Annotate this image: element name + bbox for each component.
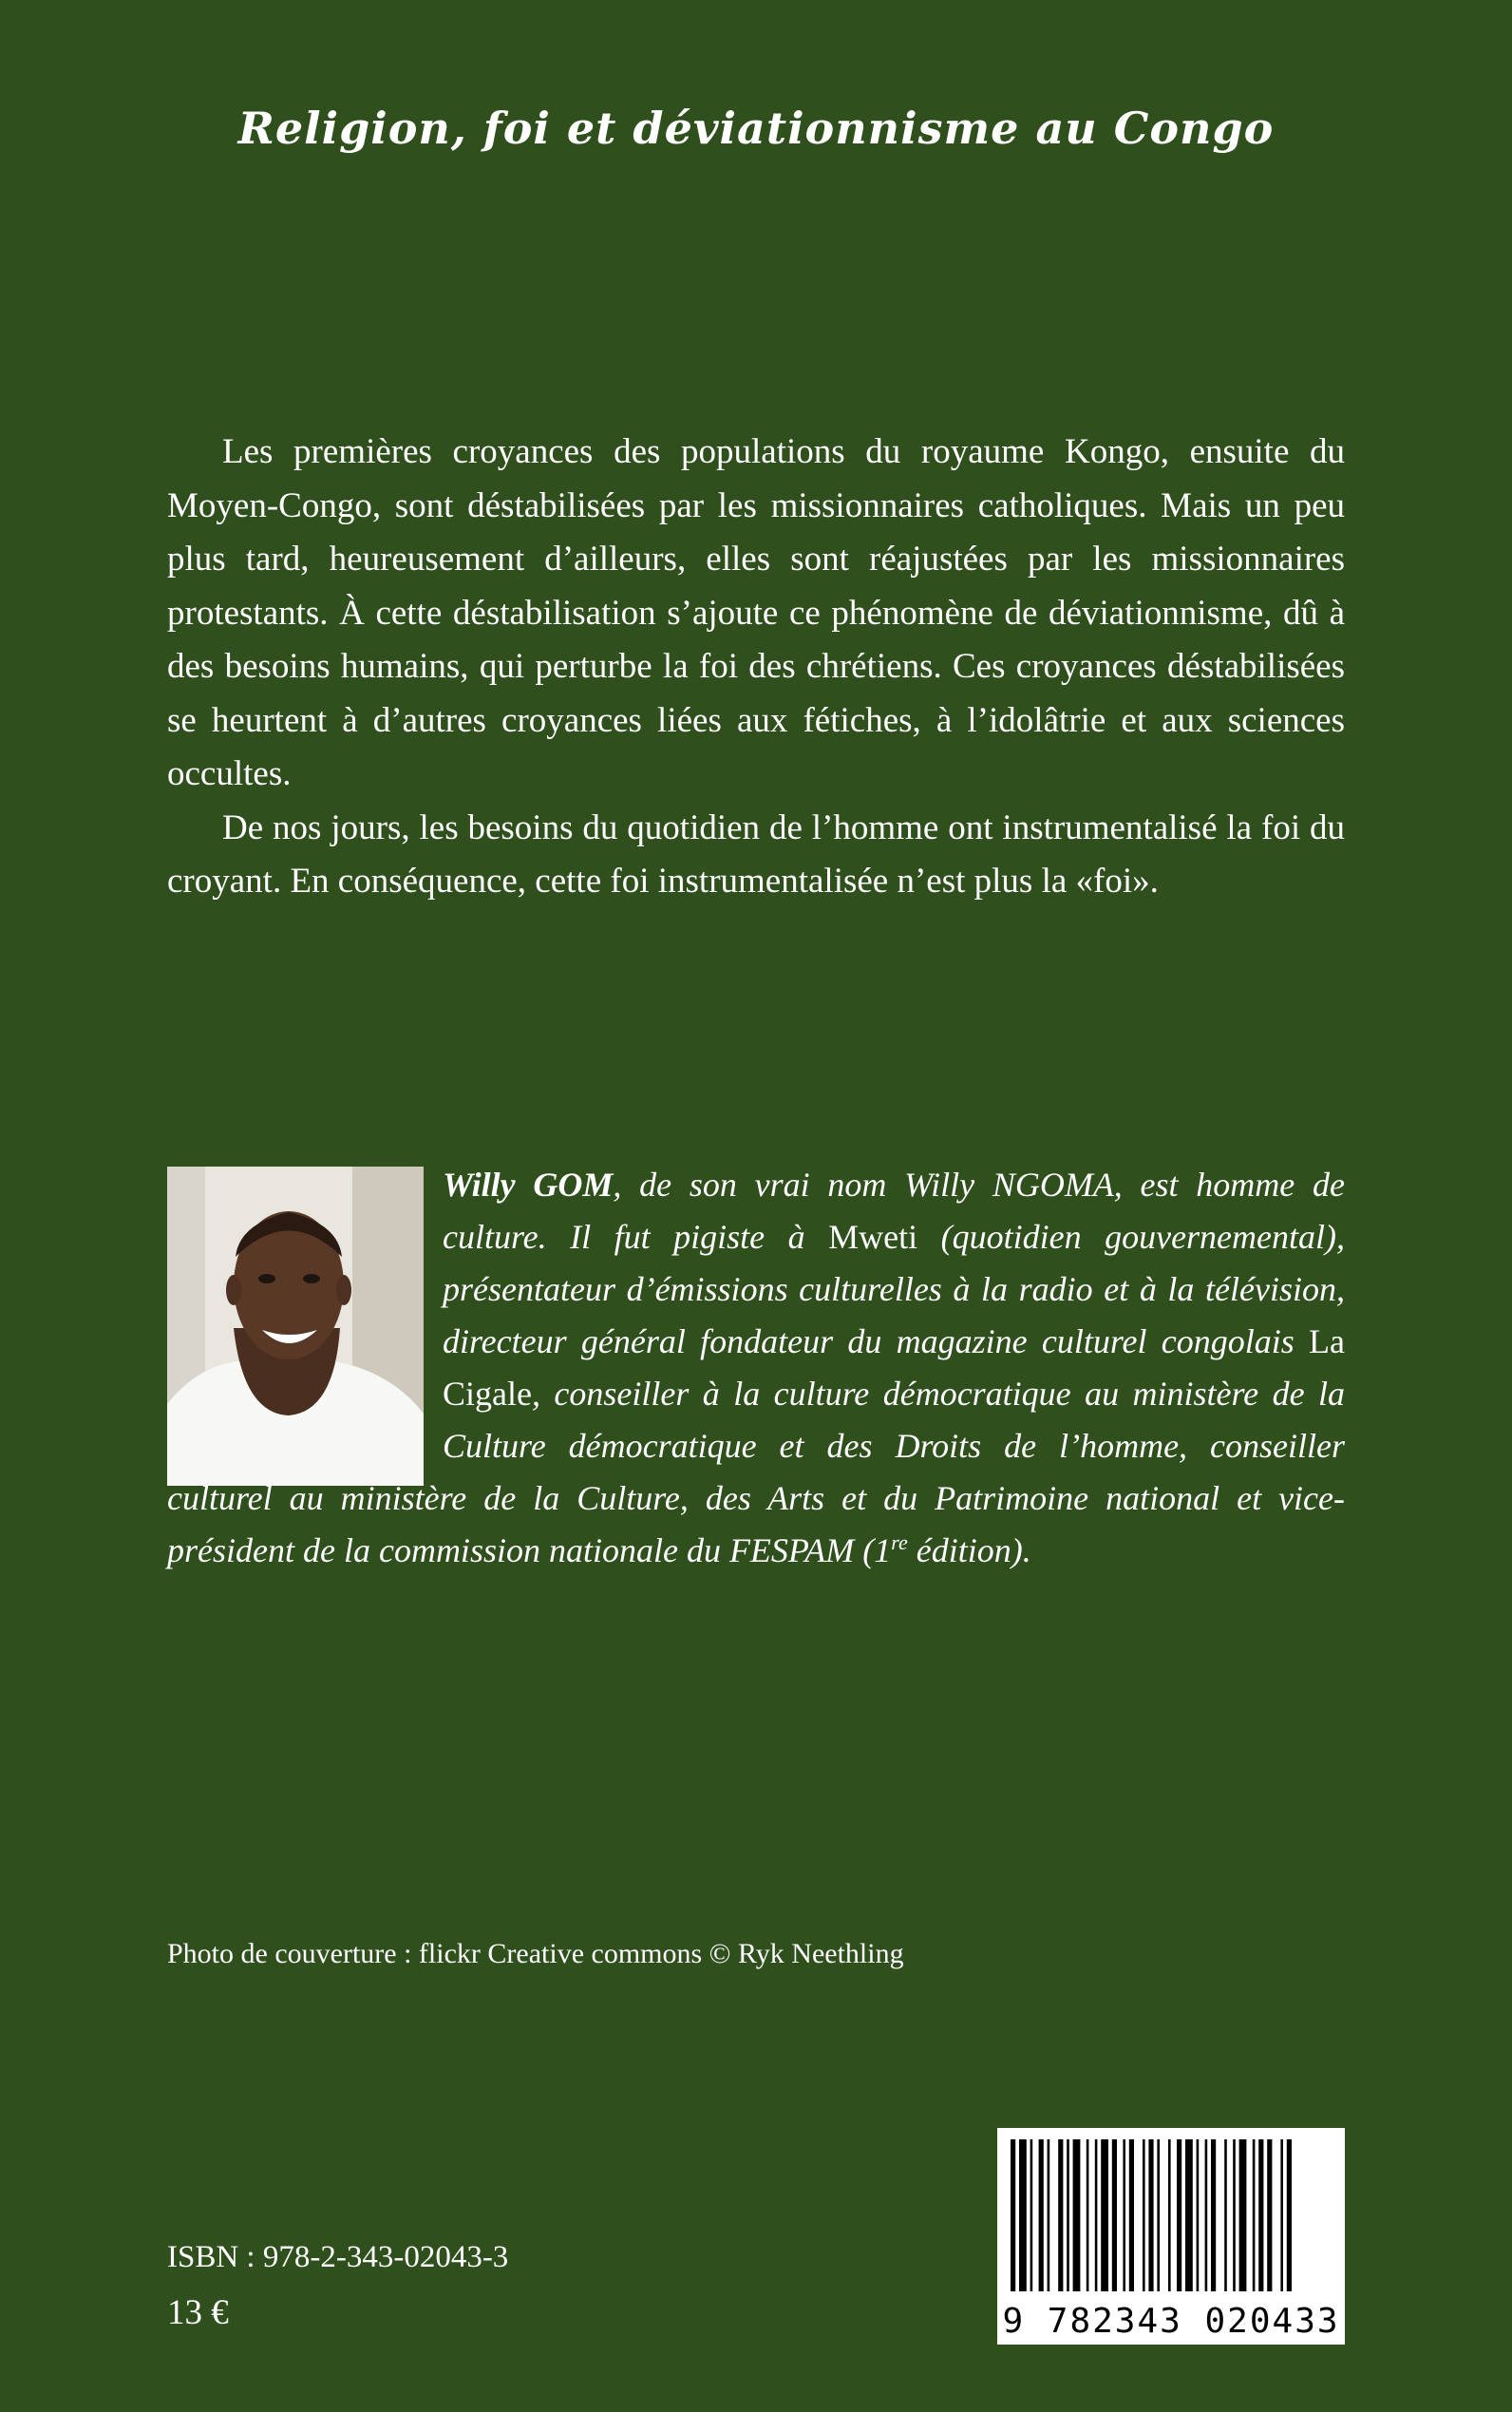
barcode-bar bbox=[1168, 2139, 1171, 2291]
barcode-bar bbox=[1258, 2139, 1263, 2291]
photo-credit: Photo de couverture : flickr Creative commons © Ryk Neethling bbox=[167, 1938, 904, 1969]
barcode-bar bbox=[1129, 2139, 1134, 2291]
summary-paragraph-2: De nos jours, les besoins du quotidien de l’homme ont instrumentalisé la foi du croyant. En conséquence, cette foi instrumentalisée n’est plus la «foi». bbox=[167, 807, 1345, 901]
author-bio-text: édition). bbox=[907, 1531, 1031, 1569]
barcode-bar bbox=[1157, 2139, 1160, 2291]
barcode-bar bbox=[1048, 2139, 1050, 2291]
barcode-bar bbox=[1011, 2139, 1015, 2291]
barcode-bar bbox=[1112, 2139, 1117, 2291]
barcode-bar bbox=[1058, 2139, 1063, 2291]
barcode-bar bbox=[1123, 2139, 1125, 2291]
barcode-bar bbox=[1030, 2139, 1033, 2291]
magazine-name: La Cigale bbox=[443, 1322, 1345, 1413]
price: 13 € bbox=[167, 2293, 229, 2332]
author-bio-text: , de son vrai nom Willy NGOMA, est homme de culture. Il fut pigiste à bbox=[443, 1166, 1345, 1256]
barcode-bar bbox=[1087, 2139, 1089, 2291]
barcode-bar bbox=[1177, 2139, 1181, 2291]
barcode-bar bbox=[1197, 2139, 1200, 2291]
barcode-bar bbox=[1073, 2139, 1081, 2291]
newspaper-name: Mweti bbox=[828, 1218, 918, 1256]
barcode-bar bbox=[1095, 2139, 1098, 2291]
author-bio-text: (quotidien gouvernemental), présentateur d’émissions culturelles à la radio et à la télévision, directeur général fondateur du magazine culturel congolais bbox=[443, 1218, 1346, 1360]
barcode-bar bbox=[1287, 2139, 1292, 2291]
barcode-bar bbox=[1267, 2139, 1272, 2291]
isbn: ISBN : 978-2-343-02043-3 bbox=[167, 2240, 509, 2274]
isbn-barcode bbox=[997, 2128, 1345, 2345]
barcode-bar bbox=[1224, 2139, 1227, 2291]
barcode-bar bbox=[1253, 2139, 1256, 2291]
summary-paragraph-1: Les premières croyances des populations du royaume Kongo, ensuite du Moyen-Congo, sont déstabilisées par les missionnaires catholiques. Mais un peu plus tard, heureusement d’ailleurs, elles sont réajustées par les missionnaires protestants. À cette déstabilisation s’ajoute ce phénomène de déviationnisme, dû à des besoins humains, qui perturbe la foi des chrétiens. Ces croyances déstabilisées se heurtent à d’autres croyances liées aux fétiches, à l’idolâtrie et aux sciences occultes. bbox=[167, 432, 1345, 793]
author-bio-text: , conseiller à la culture démocratique au ministère de la Culture démocratique et des Droits de l’homme, conseiller culturel au ministère de la Culture, des Arts et du Patrimoine national et vice-président de la commission nationale du FESPAM (1 bbox=[167, 1375, 1345, 1569]
barcode-bar bbox=[1143, 2139, 1145, 2291]
barcode-bar bbox=[1067, 2139, 1069, 2291]
barcode-bar bbox=[1205, 2139, 1208, 2291]
barcode-bar bbox=[1101, 2139, 1108, 2291]
back-cover-summary bbox=[167, 426, 1345, 909]
barcode-bar bbox=[1148, 2139, 1153, 2291]
barcode-bar bbox=[1039, 2139, 1044, 2291]
barcode-bars bbox=[1007, 2139, 1335, 2291]
barcode-bar bbox=[1239, 2139, 1247, 2291]
barcode-bar bbox=[1019, 2139, 1027, 2291]
barcode-bar bbox=[1211, 2139, 1216, 2291]
author-name: Willy GOM bbox=[443, 1166, 614, 1204]
barcode-bar bbox=[1280, 2139, 1283, 2291]
barcode-bar bbox=[1233, 2139, 1236, 2291]
author-bio bbox=[167, 1159, 1345, 1577]
edition-superscript: re bbox=[891, 1530, 908, 1554]
barcode-bar bbox=[1185, 2139, 1193, 2291]
book-title: Religion, foi et déviationnisme au Congo bbox=[237, 103, 1275, 154]
barcode-digits: 9 782343 020433 bbox=[1002, 2302, 1340, 2341]
